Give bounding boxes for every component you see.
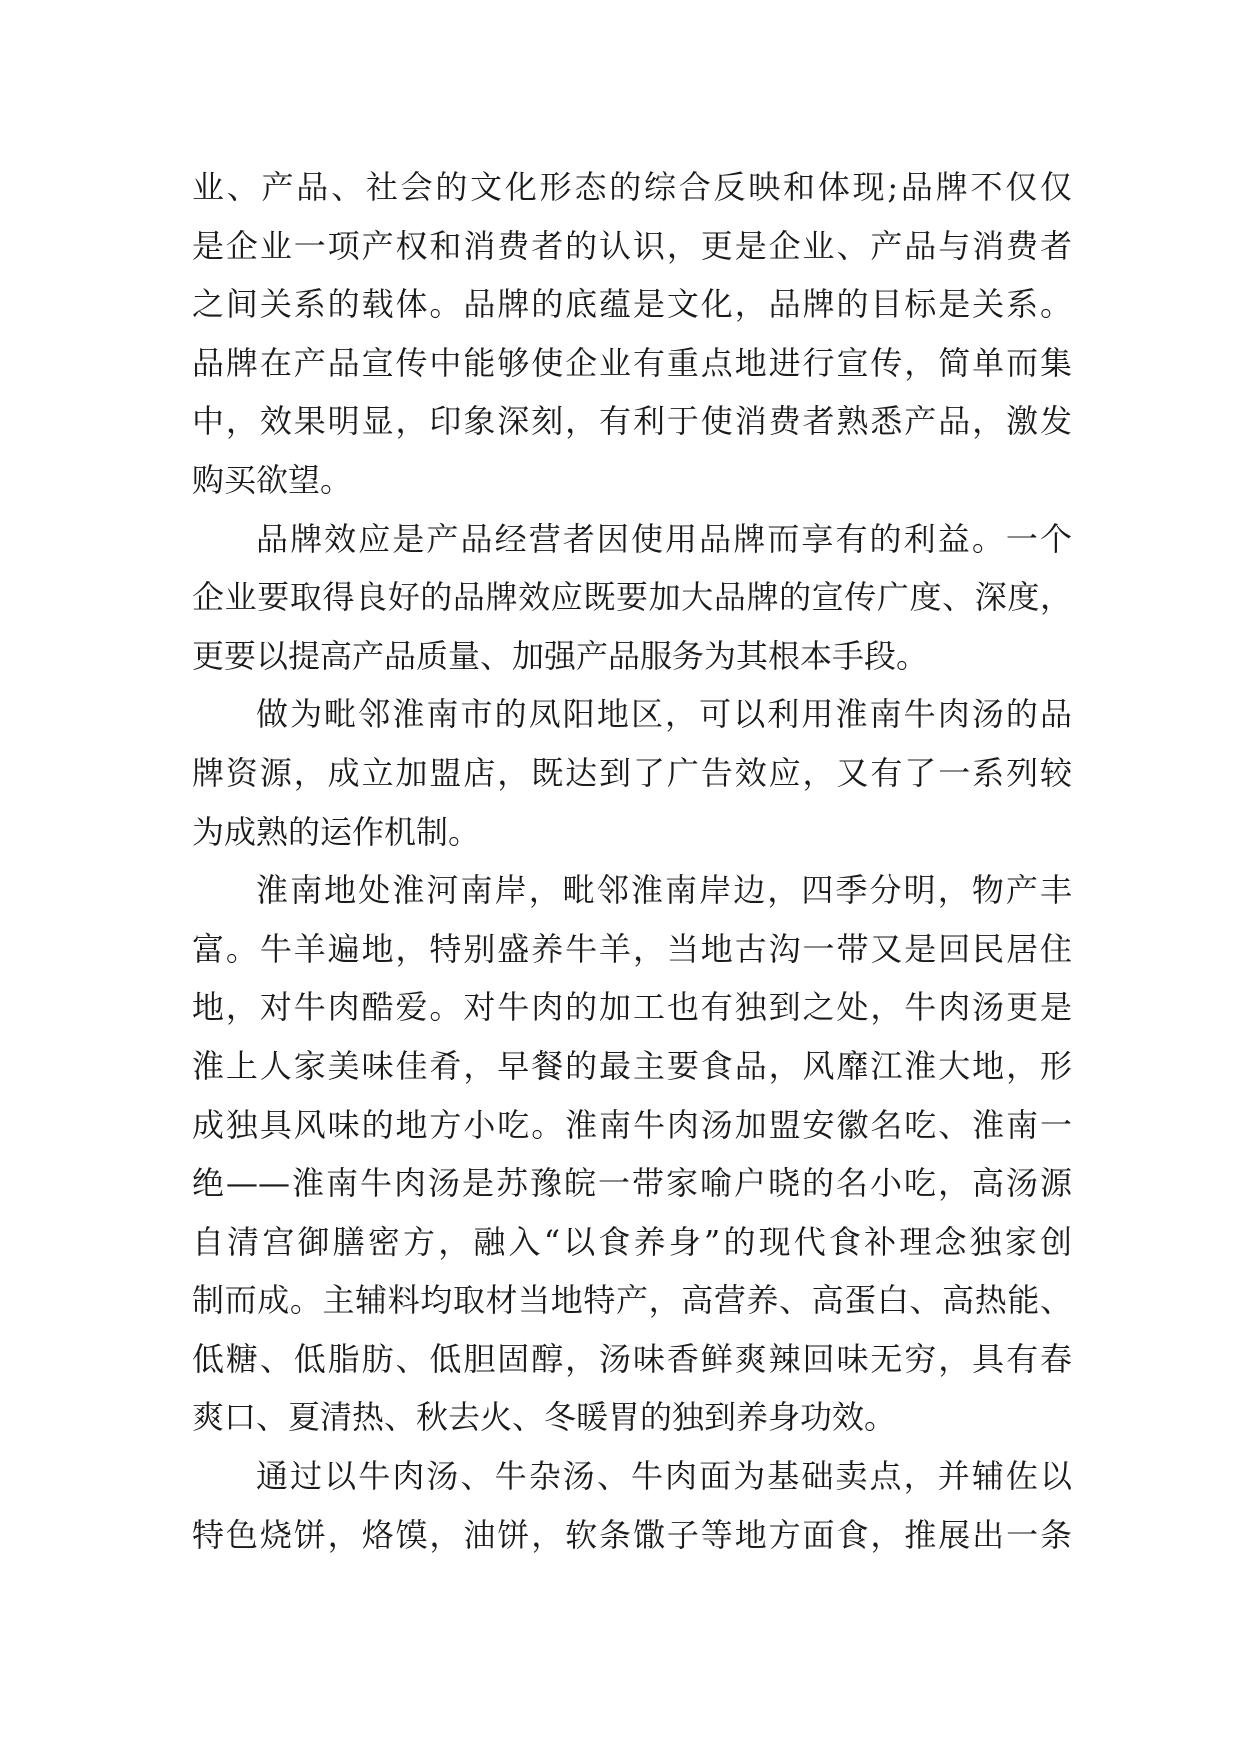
text-line: 品牌在产品宣传中能够使企业有重点地进行宣传，简单而集 — [192, 343, 1072, 382]
text-line: 为成熟的运作机制。 — [192, 812, 481, 851]
text-line: 业、产品、社会的文化形态的综合反映和体现;品牌不仅仅 — [192, 168, 1072, 206]
text-line: 品牌效应是产品经营者因使用品牌而享有的利益。一个 — [256, 519, 1072, 558]
text-line: 做为毗邻淮南市的凤阳地区，可以利用淮南牛肉汤的品 — [256, 695, 1072, 734]
text-line: 购买欲望。 — [192, 460, 353, 499]
paragraph-1 — [192, 158, 1072, 510]
document-body — [192, 158, 1072, 1564]
text-line: 更要以提高产品质量、加强产品服务为其根本手段。 — [192, 636, 929, 675]
paragraph-4 — [192, 861, 1072, 1447]
paragraph-2 — [192, 510, 1072, 686]
text-line: 成独具风味的地方小吃。淮南牛肉汤加盟安徽名吃、淮南一 — [192, 1105, 1072, 1144]
text-line: 富。牛羊遍地，特别盛养牛羊，当地古沟一带又是回民居住 — [192, 929, 1072, 968]
paragraph-3 — [192, 685, 1072, 861]
text-line: 爽口、夏清热、秋去火、冬暖胃的独到养身功效。 — [192, 1398, 897, 1437]
text-line: 自清宫御膳密方，融入“以食养身”的现代食补理念独家创 — [192, 1222, 1072, 1261]
text-line: 地，对牛肉酷爱。对牛肉的加工也有独到之处，牛肉汤更是 — [192, 988, 1072, 1027]
text-line: 之间关系的载体。品牌的底蕴是文化，品牌的目标是关系。 — [192, 285, 1072, 324]
paragraph-5 — [192, 1447, 1072, 1564]
text-line: 绝——淮南牛肉汤是苏豫皖一带家喻户晓的名小吃，高汤源 — [192, 1164, 1072, 1203]
text-line: 企业要取得良好的品牌效应既要加大品牌的宣传广度、深度， — [192, 578, 1072, 617]
text-line: 制而成。主辅料均取材当地特产，高营养、高蛋白、高热能、 — [192, 1281, 1072, 1320]
text-line: 低糖、低脂肪、低胆固醇，汤味香鲜爽辣回味无穷，具有春 — [192, 1339, 1072, 1378]
text-line: 中，效果明显，印象深刻，有利于使消费者熟悉产品，激发 — [192, 402, 1072, 441]
text-line: 是企业一项产权和消费者的认识，更是企业、产品与消费者 — [192, 226, 1072, 265]
text-line: 淮上人家美味佳肴，早餐的最主要食品，风靡江淮大地，形 — [192, 1046, 1072, 1085]
text-line: 牌资源，成立加盟店，既达到了广告效应，又有了一系列较 — [192, 753, 1072, 792]
text-line: 淮南地处淮河南岸，毗邻淮南岸边，四季分明，物产丰 — [256, 871, 1072, 910]
text-line: 特色烧饼，烙馍，油饼，软条馓子等地方面食，推展出一条 — [192, 1515, 1072, 1554]
text-line: 通过以牛肉汤、牛杂汤、牛肉面为基础卖点，并辅佐以 — [256, 1457, 1072, 1496]
